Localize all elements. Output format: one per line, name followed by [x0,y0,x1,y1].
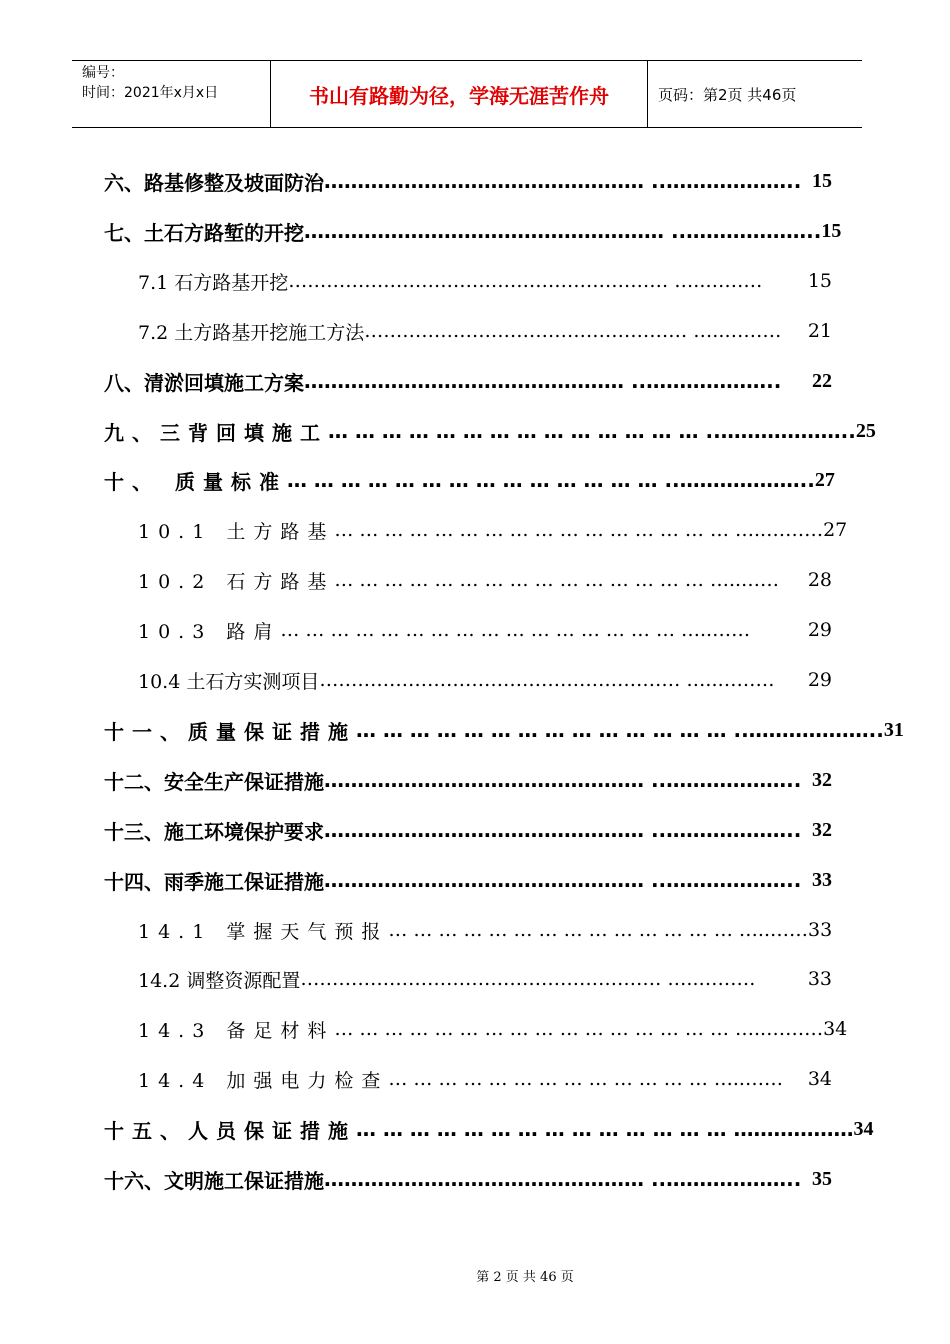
toc-entry-page-number: 34 [807,1068,832,1090]
header-motto: 书山有路勤为径，学海无涯苦作舟 [270,61,648,127]
toc-dot-leader: ………………………………………… ..……………….. [324,768,802,792]
toc-entry-title: 7.1 石方路基开挖 [138,271,289,294]
toc-dot-leader: … … … … … … … … … … … … … … … … …..…… [280,619,751,641]
toc-entry-page-number: 32 [812,768,832,791]
toc-entry[interactable] [104,1166,832,1192]
toc-entry-title: 10.4 土石方实测项目 [138,670,320,693]
toc-entry[interactable] [104,168,832,194]
toc-entry[interactable] [104,1116,874,1143]
toc-entry-page-number: 15 [807,270,832,292]
document-date-label: 时间：2021年x月x日 [82,85,219,101]
toc-entry-title: 六、路基修整及坡面防治 [104,170,324,195]
toc-entry[interactable] [138,966,832,992]
toc-entry-page-number: 29 [807,619,832,641]
toc-entry-page-number: 15 [812,169,832,192]
toc-dot-leader: …………………………………………………… …..……… [288,270,763,292]
toc-entry[interactable] [104,467,835,494]
toc-entry-page-number: 22 [812,369,832,392]
toc-dot-leader: … … … … … … … … … … … … … … …..…… [388,919,808,941]
toc-entry-page-number: 29 [807,669,832,691]
toc-dot-leader: … … … … … … … … … … … … … … ..……………….. [286,468,815,492]
toc-dot-leader: ………………………………………………… …..……… [319,669,775,691]
document-number-label: 编号： [82,65,124,81]
toc-entry-title: 八、清淤回填施工方案 [104,370,304,395]
toc-dot-leader: ………………………………………………… …..……… [300,968,756,990]
toc-entry[interactable] [104,218,842,245]
toc-entry[interactable] [138,268,832,294]
toc-dot-leader: ………………………………………… ..……………….. [324,818,802,842]
toc-entry-page-number: 21 [807,320,832,342]
toc-entry[interactable] [104,418,876,445]
toc-entry-title: 十二、安全生产保证措施 [104,769,324,794]
toc-dot-leader: ………………………………………… ..……………….. [304,369,782,393]
toc-entry[interactable] [104,867,832,893]
toc-entry-page-number: 15 [821,219,842,242]
toc-entry-title: 十四、雨季施工保证措施 [104,869,324,894]
header-page-info: 页码：第2页 共46页 [658,85,797,104]
toc-dot-leader: … … … … … … … … … … … … … … … … …..……… [334,1018,824,1040]
toc-entry-page-number: 33 [812,868,832,891]
toc-entry-title: 九、三背回填施工 [104,420,328,445]
toc-dot-leader: … … … … … … … … … … … … … … ..……………….. [328,419,856,443]
toc-entry-title: 10.2 石方路基 [138,570,335,593]
toc-entry-page-number: 25 [855,419,876,442]
toc-entry[interactable] [138,667,832,693]
toc-entry-title: 14.1 掌握天气预报 [138,920,389,943]
toc-entry-page-number: 33 [808,919,833,941]
toc-entry[interactable] [138,1066,832,1092]
toc-entry-page-number: 27 [823,519,848,541]
toc-entry[interactable] [104,717,904,744]
toc-entry-title: 14.2 调整资源配置 [138,969,301,992]
toc-dot-leader: … … … … … … … … … … … … … … ..……………….. [356,718,884,742]
toc-entry[interactable] [104,817,832,843]
toc-dot-leader: …………………………………………… …..……… [364,320,782,342]
toc-dot-leader: … … … … … … … … … … … … … …..…… [388,1068,783,1090]
toc-dot-leader: … … … … … … … … … … … … … … … … …..……… [334,519,824,541]
toc-entry-page-number: 31 [883,718,904,741]
toc-entry-title: 10.1 土方路基 [138,520,335,543]
toc-entry-title: 十、 质量标准 [104,469,287,494]
toc-entry-title: 十一、质量保证措施 [104,719,356,744]
toc-entry-title: 10.3 路肩 [138,620,281,643]
toc-dot-leader: … … … … … … … … … … … … … … … …..…… [334,569,780,591]
toc-dot-leader: … … … … … … … … … … … … … … ……………… [356,1117,854,1141]
toc-entry-title: 十三、施工环境保护要求 [104,819,324,844]
toc-dot-leader: ………………………………………… ..……………….. [324,868,802,892]
toc-entry-page-number: 34 [853,1117,874,1140]
toc-entry[interactable] [138,617,832,643]
toc-entry[interactable] [138,517,848,543]
page-footer: 第 2 页 共 46 页 [476,1270,574,1285]
toc-entry[interactable] [104,368,832,394]
toc-entry-page-number: 34 [823,1018,848,1040]
toc-entry-title: 7.2 土方路基开挖施工方法 [138,321,365,344]
toc-entry-title: 十五、人员保证措施 [104,1118,356,1143]
toc-dot-leader: ……………………………………………… ..……………….. [304,219,822,243]
toc-entry[interactable] [104,767,832,793]
toc-entry[interactable] [138,917,832,943]
toc-entry-page-number: 32 [812,818,832,841]
toc-dot-leader: ………………………………………… ..……………….. [324,169,802,193]
toc-entry-page-number: 27 [814,468,835,491]
toc-entry[interactable] [138,318,832,344]
toc-entry-page-number: 33 [807,968,832,990]
toc-entry-page-number: 35 [812,1167,832,1190]
page-header [72,60,862,128]
header-meta [72,61,270,127]
toc-entry-page-number: 28 [807,569,832,591]
toc-entry-title: 14.4 加强电力检查 [138,1069,389,1092]
toc-entry[interactable] [138,567,832,593]
toc-dot-leader: ………………………………………… ..……………….. [324,1167,802,1191]
toc-entry-title: 七、土石方路堑的开挖 [104,220,304,245]
toc-entry-title: 十六、文明施工保证措施 [104,1168,324,1193]
toc-entry[interactable] [138,1016,848,1042]
toc-entry-title: 14.3 备足材料 [138,1019,335,1042]
